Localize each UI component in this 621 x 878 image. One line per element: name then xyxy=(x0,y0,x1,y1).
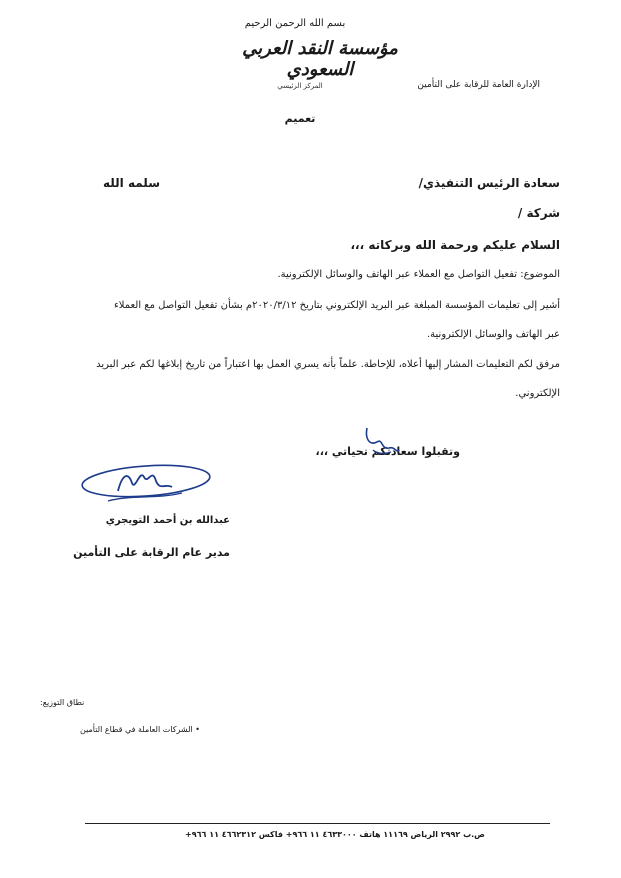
organization-subtitle: المركز الرئيسي xyxy=(277,82,323,90)
signature xyxy=(78,455,218,515)
recipient-title: سعادة الرئيس التنفيذي/ xyxy=(418,176,560,190)
signer-name: عبدالله بن أحمد التويجري xyxy=(105,515,230,526)
distribution-item-label: الشركات العاملة في قطاع التأمين xyxy=(80,725,193,734)
body-paragraph-1: أشير إلى تعليمات المؤسسة المبلغة عبر البريد الإلكتروني بتاريخ ٢٠٢٠/٣/١٢م بشأن تفعيل التواصل مع العملاء عبر الهاتف والوسائل الإلكترونية. xyxy=(114,300,560,340)
recipient-greeting: سلمه الله xyxy=(103,176,160,190)
department-name: الإدارة العامة للرقابة على التأمين xyxy=(417,80,540,90)
document-type: تعميم xyxy=(284,112,316,125)
basmala: بسم الله الرحمن الرحيم xyxy=(244,18,346,29)
footer-contact: ص.ب ٢٩٩٢ الرياض ١١١٦٩ هاتف ٤٦٣٣٠٠٠ ١١ ٩٦٦+ فاكس ٤٦٦٢٣١٢ ١١ ٩٦٦+ xyxy=(185,830,485,839)
closing-line: وتقبلوا سعادتكم تحياتي ،،، xyxy=(315,445,460,458)
distribution-title: نطاق التوزيع: xyxy=(40,698,85,707)
initials-mark xyxy=(355,420,405,460)
signer-title: مدير عام الرقابة على التأمين xyxy=(73,546,230,559)
company-line: شركة / xyxy=(517,206,560,220)
organization-name: مؤسسة النقد العربي السعودي xyxy=(242,38,398,80)
subject-line: الموضوع: تفعيل التواصل مع العملاء عبر الهاتف والوسائل الإلكترونية. xyxy=(277,269,560,280)
body-paragraph-2: مرفق لكم التعليمات المشار إليها أعلاه، للإحاطة. علماً بأنه يسري العمل بها اعتباراً من تاريخ إبلاغها لكم عبر البريد الإلكتروني. xyxy=(96,359,560,399)
footer-divider xyxy=(85,823,550,824)
distribution-item xyxy=(40,725,200,734)
bullet: • xyxy=(195,725,200,734)
salutation: السلام عليكم ورحمة الله وبركاته ،،، xyxy=(350,238,560,252)
